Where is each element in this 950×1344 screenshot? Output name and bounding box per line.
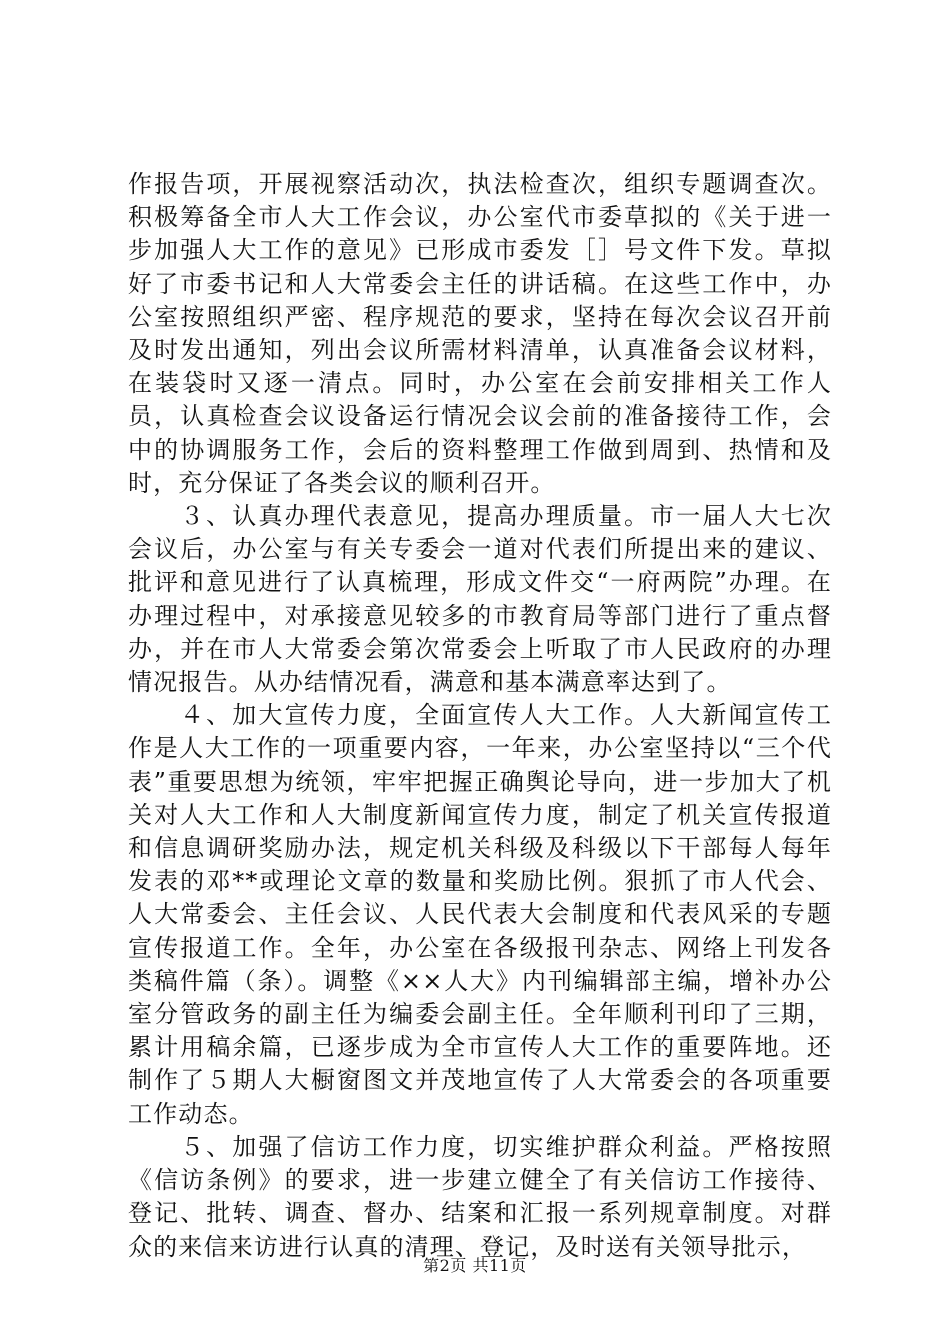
paragraph-meetings-continued: 作报告项，开展视察活动次，执法检查次，组织专题调查次。积极筹备全市人大工作会议，办公室代市委草拟的《关于进一步加强人大工作的意见》已形成市委发［］号文件下发。草拟好了市委书记和人大常委会主任的讲话稿。在这些工作中，办公室按照组织严密、程序规范的要求，坚持在每次会议召开前及时发出通知，列出会议所需材料清单，认真准备会议材料，在装袋时又逐一清点。同时，办公室在会前安排相关工作人员，认真检查会议设备运行情况会议会前的准备接待工作，会中的协调服务工作，会后的资料整理工作做到周到、热情和及时，充分保证了各类会议的顺利召开。 — [128, 170, 832, 497]
document-body — [128, 168, 832, 1264]
paragraph-petition-work: ５、加强了信访工作力度，切实维护群众利益。严格按照《信访条例》的要求，进一步建立健全了有关信访工作接待、登记、批转、调查、督办、结案和汇报一系列规章制度。对群众的来信来访进行认真的清理、登记，及时送有关领导批示， — [128, 1132, 832, 1261]
page-number-footer: 第2页 共11页 — [423, 1256, 527, 1275]
paragraph-representative-opinions: ３、认真办理代表意见，提高办理质量。市一届人大七次会议后，办公室与有关专委会一道对代表们所提出来的建议、批评和意见进行了认真梳理，形成文件交“一府两院”办理。在办理过程中，对承接意见较多的市教育局等部门进行了重点督办，并在市人大常委会第次常委会上听取了市人民政府的办理情况报告。从办结情况看，满意和基本满意率达到了。 — [128, 502, 832, 697]
paragraph-publicity-work: ４、加大宣传力度，全面宣传人大工作。人大新闻宣传工作是人大工作的一项重要内容，一年来，办公室坚持以“三个代表”重要思想为统领，牢牢把握正确舆论导向，进一步加大了机关对人大工作和人大制度新闻宣传力度，制定了机关宣传报道和信息调研奖励办法，规定机关科级及科级以下干部每人每年发表的邓**或理论文章的数量和奖励比例。狠抓了市人代会、人大常委会、主任会议、人民代表大会制度和代表风采的专题宣传报道工作。全年，办公室在各级报刊杂志、网络上刊发各类稿件篇（条）。调整《××人大》内刊编辑部主编，增补办公室分管政务的副主任为编委会副主任。全年顺利刊印了三期，累计用稿余篇，已逐步成为全市宣传人大工作的重要阵地。还制作了５期人大橱窗图文并茂地宣传了人大常委会的各项重要工作动态。 — [128, 701, 832, 1128]
